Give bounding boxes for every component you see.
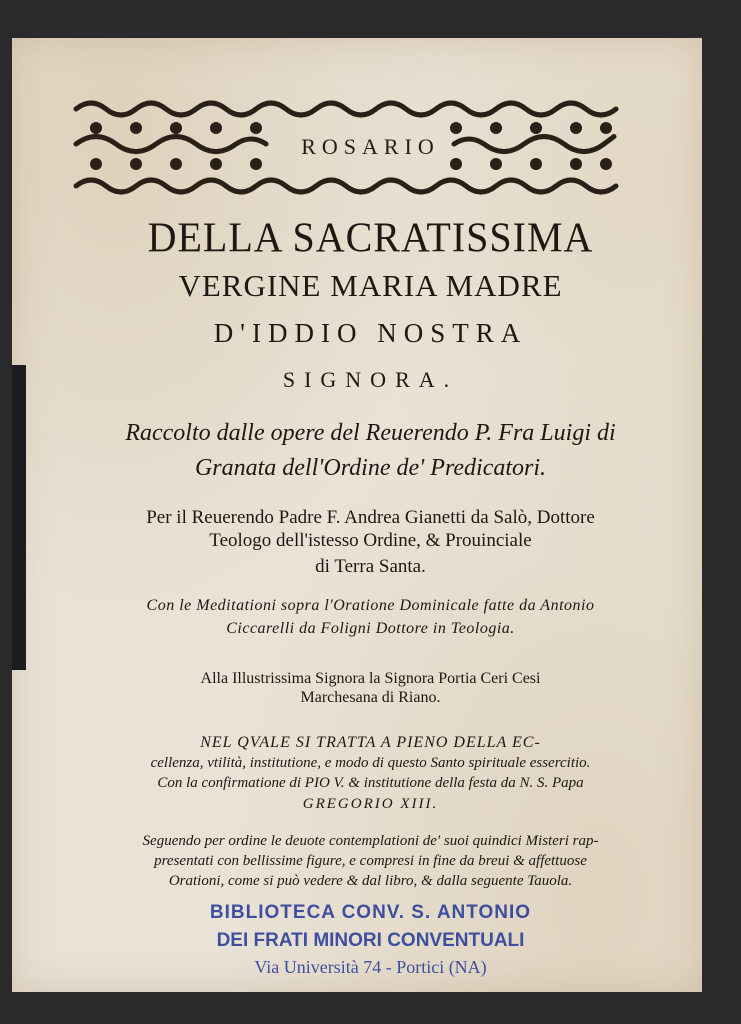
dedication-line-1: Alla Illustrissima Signora la Signora Portia Ceri Cesi [200, 670, 541, 687]
compiled-line-2: Granata dell'Ordine de' Predicatori. [194, 455, 547, 481]
library-stamp-line-1: BIBLIOTECA CONV. S. ANTONIO [209, 902, 532, 923]
compiled-line-1: Raccolto dalle opere del Reuerendo P. Fra Luigi di [125, 420, 616, 446]
contents-line-2: cellenza, vtilità, institutione, e modo di questo Santo spirituale essercitio. [150, 755, 591, 771]
ornament-word: ROSARIO [301, 134, 440, 159]
library-stamp-line-2: DEI FRATI MINORI CONVENTUALI [216, 930, 525, 951]
title-line-3: D'IDDIO NOSTRA [213, 318, 528, 348]
order-line-3: Orationi, come si può vedere & dal libro, & dalla seguente Tauola. [168, 873, 573, 889]
contents-line-4: GREGORIO XIII. [302, 796, 439, 812]
meditations-line-2: Ciccarelli da Foligni Dottore in Teologia. [226, 620, 515, 637]
author-line-3: di Terra Santa. [315, 556, 426, 577]
title-line-1: DELLA SACRATISSIMA [147, 213, 594, 262]
title-line-4: SIGNORA. [282, 367, 459, 392]
author-line-1: Per il Reuerendo Padre F. Andrea Gianetti da Salò, Dottore [146, 507, 595, 528]
library-stamp-line-3: Via Università 74 - Portici (NA) [254, 957, 487, 977]
author-line-2: Teologo dell'istesso Ordine, & Prouinciale [209, 530, 532, 551]
dedication-line-2: Marchesana di Riano. [300, 689, 441, 706]
order-line-1: Seguendo per ordine le deuote contemplationi de' suoi quindici Misteri rap- [142, 833, 599, 849]
meditations-line-1: Con le Meditationi sopra l'Oratione Dominicale fatte da Antonio [146, 597, 595, 614]
order-line-2: presentati con bellissime figure, e compresi in fine da breui & affettuose [154, 853, 587, 869]
contents-line-3: Con la confirmatione di PIO V. & institutione della festa da N. S. Papa [157, 775, 584, 791]
title-line-2: VERGINE MARIA MADRE [178, 268, 563, 303]
contents-line-1: NEL QVALE SI TRATTA A PIENO DELLA EC- [200, 734, 541, 751]
